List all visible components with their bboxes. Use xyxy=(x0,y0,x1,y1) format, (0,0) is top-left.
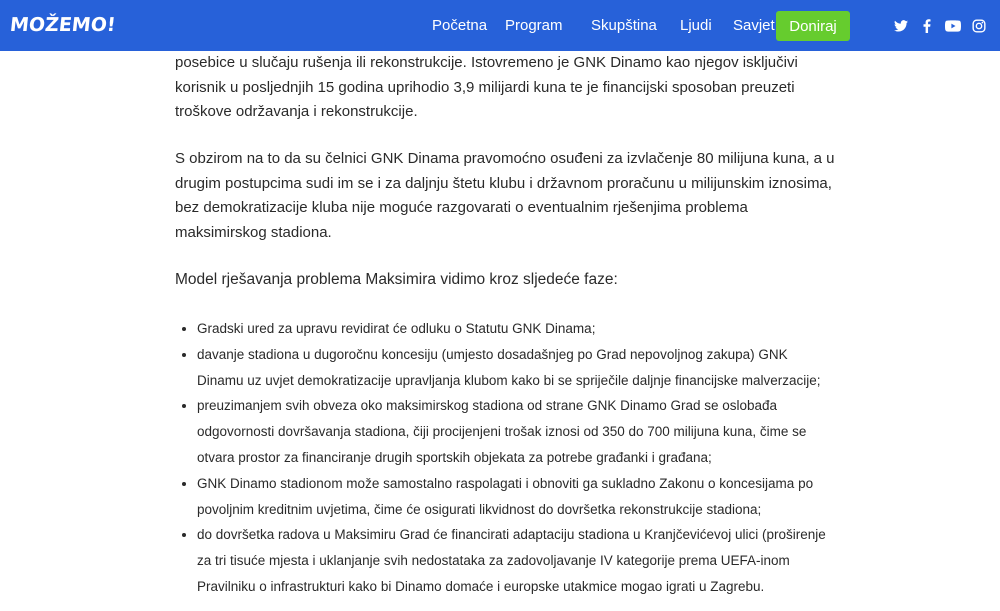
phases-list xyxy=(175,316,837,600)
site-header xyxy=(0,0,1000,51)
nav-link-program[interactable]: Program xyxy=(505,17,563,34)
phases-lead-text: Model rješavanja problema Maksimira vidimo kroz sljedeće faze: xyxy=(175,271,618,288)
list-item: • davanje stadiona u dugoročnu koncesiju (umjesto dosadašnjeg po Grad nepovoljnog zakupa) GNK Dinamu uz uvjet demokratizacije upravljanja klubom kako bi se spriječile daljnje financijske malverzacije; xyxy=(197,342,837,394)
donate-button[interactable]: Doniraj xyxy=(776,11,850,41)
social-links xyxy=(893,15,997,37)
article-paragraph: S obzirom na to da su čelnici GNK Dinama pravomoćno osuđeni za izvlačenje 80 milijuna kuna, a u drugim postupcima sudi im se i za daljnju štetu klubu i državnom proračunu u milijunskim iznosima, bez demokratizacije kluba nije moguće razgovarati o eventualnim rješenjima problema maksimirskog stadiona. xyxy=(175,150,835,241)
list-item: • GNK Dinamo stadionom može samostalno raspolagati i obnoviti ga sukladno Zakonu o koncesijama po povoljnim kreditnim uvjetima, čime će osigurati likvidnost do dovršetka rekonstrukcije stadiona; xyxy=(197,471,837,523)
list-item: • Gradski ured za upravu revidirat će odluku o Statutu GNK Dinama; xyxy=(197,316,837,342)
twitter-icon[interactable] xyxy=(893,18,909,34)
main-nav xyxy=(432,0,793,51)
nav-link-pocetna[interactable]: Početna xyxy=(432,17,488,34)
facebook-icon[interactable] xyxy=(919,18,935,34)
nav-link-savjet[interactable]: Savjet xyxy=(733,17,775,34)
list-item: • preuzimanjem svih obveza oko maksimirskog stadiona od strane GNK Dinamo Grad se oslobađa odgovornosti dovršavanja stadiona, čiji procijenjeni trošak iznosi od 350 do 700 milijuna kuna, čime se otvara prostor za financiranje drugih sportskih objekata za potrebe građanki i građana; xyxy=(197,393,837,470)
nav-link-skupstina[interactable]: Skupština xyxy=(591,17,657,34)
youtube-icon[interactable] xyxy=(945,18,961,34)
site-logo[interactable]: MOŽEMO! xyxy=(8,14,117,36)
list-item: • do dovršetka radova u Maksimiru Grad će financirati adaptaciju stadiona u Kranjčevićevoj ulici (proširenje za tri tisuće mjesta i uklanjanje svih nedostataka za zadovoljavanje IV kategorije prema UEFA-inom Pravilniku o infrastrukturi kako bi Dinamo domaće i europske utakmice mogao igrati u Zagrebu. xyxy=(197,522,837,599)
nav-link-ljudi[interactable]: Ljudi xyxy=(680,17,712,34)
instagram-icon[interactable] xyxy=(971,18,987,34)
article-paragraph: posebice u slučaju rušenja ili rekonstrukcije. Istovremeno je GNK Dinamo kao njegov isključivi korisnik u posljednjih 15 godina uprihodio 3,9 milijardi kuna te je financijski sposoban preuzeti troškove održavanja i rekonstrukcije. xyxy=(175,54,798,120)
